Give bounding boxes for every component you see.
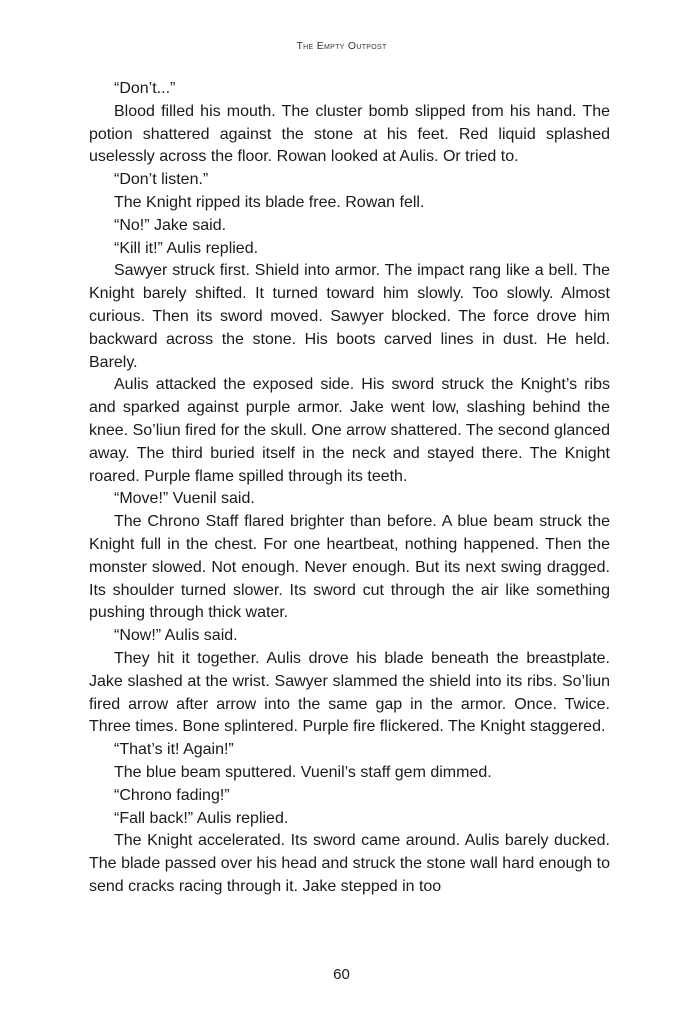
paragraph: Aulis attacked the exposed side. His sword struck the Knight’s ribs and sparked against purple armor. Jake went low, slashing behind the knee. So’liun fired for the skull. One arrow shattered. The second glanced away. The third buried itself in the neck and stayed there. The Knight roared. Purple flame spilled through its teeth. <box>89 376 610 485</box>
body-text <box>89 78 610 899</box>
paragraph: They hit it together. Aulis drove his blade beneath the breastplate. Jake slashed at the wrist. Sawyer slammed the shield into its ribs. So’liun fired arrow after arrow into the same gap in the armor. Once. Twice. Three times. Bone splintered. Purple fire flickered. The Knight staggered. <box>89 649 610 736</box>
paragraph: The Chrono Staff flared brighter than before. A blue beam struck the Knight full in the chest. For one heartbeat, nothing happened. Then the monster slowed. Not enough. Never enough. But its next swing dragged. Its shoulder turned slower. Its sword cut through the air like something pushing through thick water. <box>89 513 610 622</box>
paragraph: The blue beam sputtered. Vuenil’s staff gem dimmed. <box>114 763 492 781</box>
paragraph: “Chrono fading!” <box>114 786 230 804</box>
paragraph: “Don’t listen.” <box>114 171 209 189</box>
paragraph: The Knight ripped its blade free. Rowan fell. <box>114 193 425 211</box>
paragraph: “Move!” Vuenil said. <box>114 490 255 508</box>
paragraph: “Kill it!” Aulis replied. <box>114 239 259 257</box>
paragraph: “Fall back!” Aulis replied. <box>114 809 289 827</box>
paragraph: “Now!” Aulis said. <box>114 627 238 645</box>
running-head: The Empty Outpost <box>296 40 387 52</box>
paragraph: Sawyer struck first. Shield into armor. The impact rang like a bell. The Knight barely shifted. It turned toward him slowly. Too slowly. Almost curious. Then its sword moved. Sawyer blocked. The force drove him backward across the stone. His boots carved lines in dust. He held. Barely. <box>89 262 610 371</box>
paragraph: “That’s it! Again!” <box>114 741 234 759</box>
paragraph: “Don’t...” <box>114 80 176 97</box>
paragraph: “No!” Jake said. <box>114 216 227 234</box>
page-number: 60 <box>333 966 350 983</box>
paragraph: The Knight accelerated. Its sword came around. Aulis barely ducked. The blade passed over his head and struck the stone wall hard enough to send cracks racing through it. Jake stepped in too <box>89 832 610 895</box>
paragraph: Blood filled his mouth. The cluster bomb slipped from his hand. The potion shattered against the stone at his feet. Red liquid splashed uselessly across the floor. Rowan looked at Aulis. Or tried to. <box>89 102 610 166</box>
